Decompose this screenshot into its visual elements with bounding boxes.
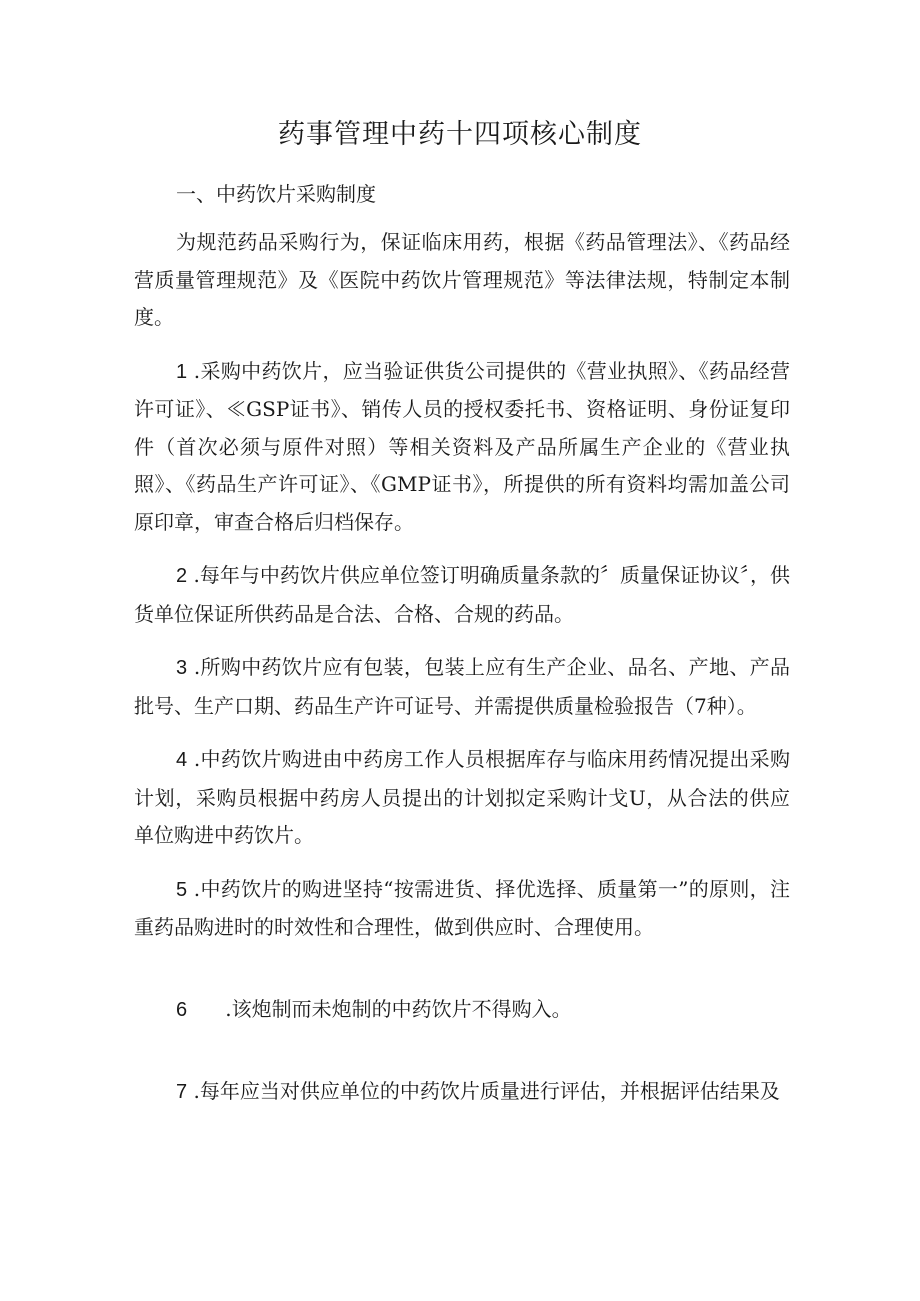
- document-title: 药事管理中药十四项核心制度: [278, 119, 642, 150]
- list-item: [134, 871, 790, 947]
- item-text: .中药饮片购进由中药房工作人员根据库存与临床用药情况提出采购计划，采购员根据中药房人员提出的计划拟定采购计戈U，从合法的供应单位购进中药饮片。: [134, 747, 790, 847]
- item-text: .所购中药饮片应有包装，包装上应有生产企业、品名、产地、产品批号、生产口期、药品生产许可证号、并需提供质量检验报告（7种）。: [134, 655, 790, 718]
- item-number: 6: [176, 998, 188, 1021]
- list-item: [134, 741, 790, 855]
- item-text: .采购中药饮片，应当验证供货公司提供的《营业执照》、《药品经营许可证》、≪GSP证书》、销传人员的授权委托书、资格证明、身份证复印件（首次必须与原件对照）等相关资料及产品所属生产企业的《营业执照》、《药品生产许可证》、《GMP证书》，所提供的所有资料均需加盖公司原印章，审查合格后归档保存。: [134, 358, 790, 534]
- item-text: .中药饮片的购进坚持“按需进货、择优选择、质量第一”的原则，注重药品购进时的时效性和合理性，做到供应时、合理使用。: [134, 876, 790, 939]
- list-item: [134, 353, 790, 542]
- list-item: [134, 991, 790, 1030]
- document-body: [134, 224, 790, 1128]
- list-item: [134, 1073, 790, 1112]
- section-heading: 一、中药饮片采购制度: [176, 182, 376, 206]
- intro-paragraph: 为规范药品采购行为，保证临床用药，根据《药品管理法》、《药品经营质量管理规范》及《医院中药饮片管理规范》等法律法规，特制定本制度。: [134, 230, 790, 329]
- item-text: .每年与中药饮片供应单位签订明确质量条款的〞质量保证协议〞，供货单位保证所供药品是合法、合格、合规的药品。: [134, 563, 790, 626]
- item-number: 7: [176, 1081, 188, 1103]
- item-text: .该炮制而未炮制的中药饮片不得购入。: [187, 996, 572, 1021]
- item-text: .每年应当对供应单位的中药饮片质量进行评估，并根据评估结果及: [187, 1079, 780, 1103]
- item-number: 2: [176, 565, 188, 587]
- list-item: [134, 557, 790, 633]
- item-number: 3: [176, 657, 188, 679]
- item-number: 1: [176, 360, 188, 383]
- list-item: [134, 649, 790, 725]
- item-number: 5: [176, 878, 188, 901]
- item-number: 4: [176, 749, 188, 771]
